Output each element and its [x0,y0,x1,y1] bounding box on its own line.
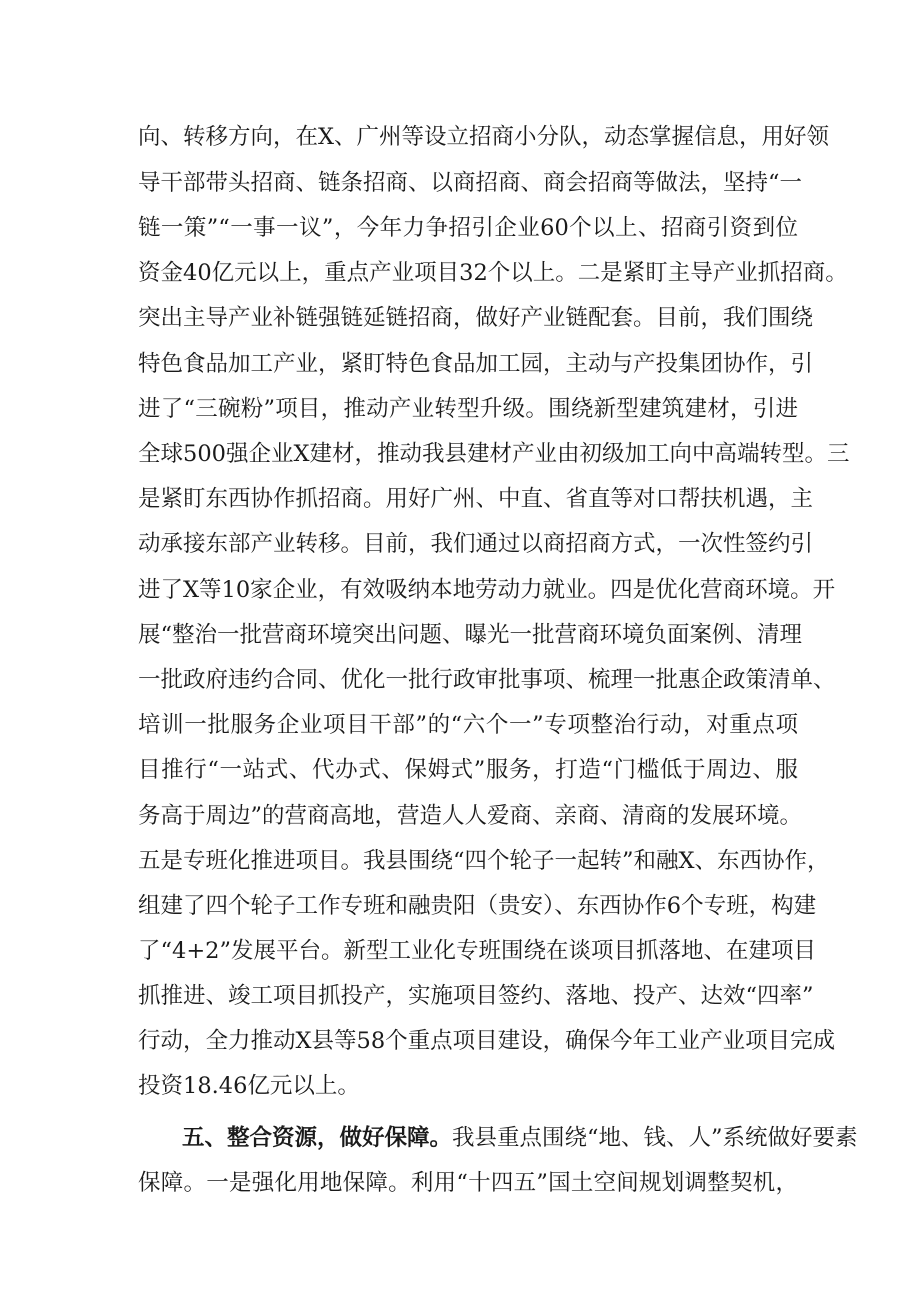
text-line: 投资18.46亿元以上。 [138,1073,360,1099]
text-line: 了“4+2”发展平台。新型工业化专班围绕在谈项目抓落地、在建项目 [138,938,816,964]
text-line: 特色食品加工产业，紧盯特色食品加工园，主动与产投集团协作，引 [138,351,814,377]
text-span: 我县重点围绕“地、钱、人”系统做好要素 [452,1125,858,1151]
text-line: 是紧盯东西协作抓招商。用好广州、中直、省直等对口帮扶机遇，主 [138,486,814,512]
text-line: 务高于周边”的营商高地，营造人人爱商、亲商、清商的发展环境。 [138,803,803,829]
text-line: 进了“三碗粉”项目，推动产业转型升级。围绕新型建筑建材，引进 [138,396,798,422]
text-line: 进了X等10家企业，有效吸纳本地劳动力就业。四是优化营商环境。开 [138,577,836,603]
text-line: 目推行“一站式、代办式、保姆式”服务，打造“门槛低于周边、服 [138,757,798,783]
paragraph-first-line [182,1118,858,1158]
text-line: 向、转移方向，在X、广州等设立招商小分队，动态掌握信息，用好领 [138,124,830,150]
section-heading: 五、整合资源，做好保障。 [182,1125,453,1151]
text-line: 突出主导产业补链强链延链招商，做好产业链配套。目前，我们围绕 [138,305,814,331]
text-line: 动承接东部产业转移。目前，我们通过以商招商方式，一次性签约引 [138,531,814,557]
text-line: 保障。一是强化用地保障。利用“十四五”国土空间规划调整契机， [138,1170,798,1196]
text-line: 五是专班化推进项目。我县围绕“四个轮子一起转”和融X、东西协作， [138,848,830,874]
text-line: 导干部带头招商、链条招商、以商招商、商会招商等做法，坚持“一 [138,170,803,196]
text-line: 行动，全力推动X县等58个重点项目建设，确保今年工业产业项目完成 [138,1028,836,1054]
text-line: 链一策”“一事一议”，今年力争招引企业60个以上、招商引资到位 [138,215,798,241]
text-line: 资金40亿元以上，重点产业项目32个以上。二是紧盯主导产业抓招商。 [138,260,848,286]
text-line: 培训一批服务企业项目干部”的“六个一”专项整治行动，对重点项 [138,712,798,738]
text-line: 一批政府违约合同、优化一批行政审批事项、梳理一批惠企政策清单、 [138,667,836,693]
text-line: 展“整治一批营商环境突出问题、曝光一批营商环境负面案例、清理 [138,622,803,648]
text-line: 组建了四个轮子工作专班和融贵阳（贵安）、东西协作6个专班，构建 [138,893,817,919]
text-line: 抓推进、竣工项目抓投产，实施项目签约、落地、投产、达效“四率” [138,983,814,1009]
text-line: 全球500强企业X建材，推动我县建材产业由初级加工向中高端转型。三 [138,441,850,467]
